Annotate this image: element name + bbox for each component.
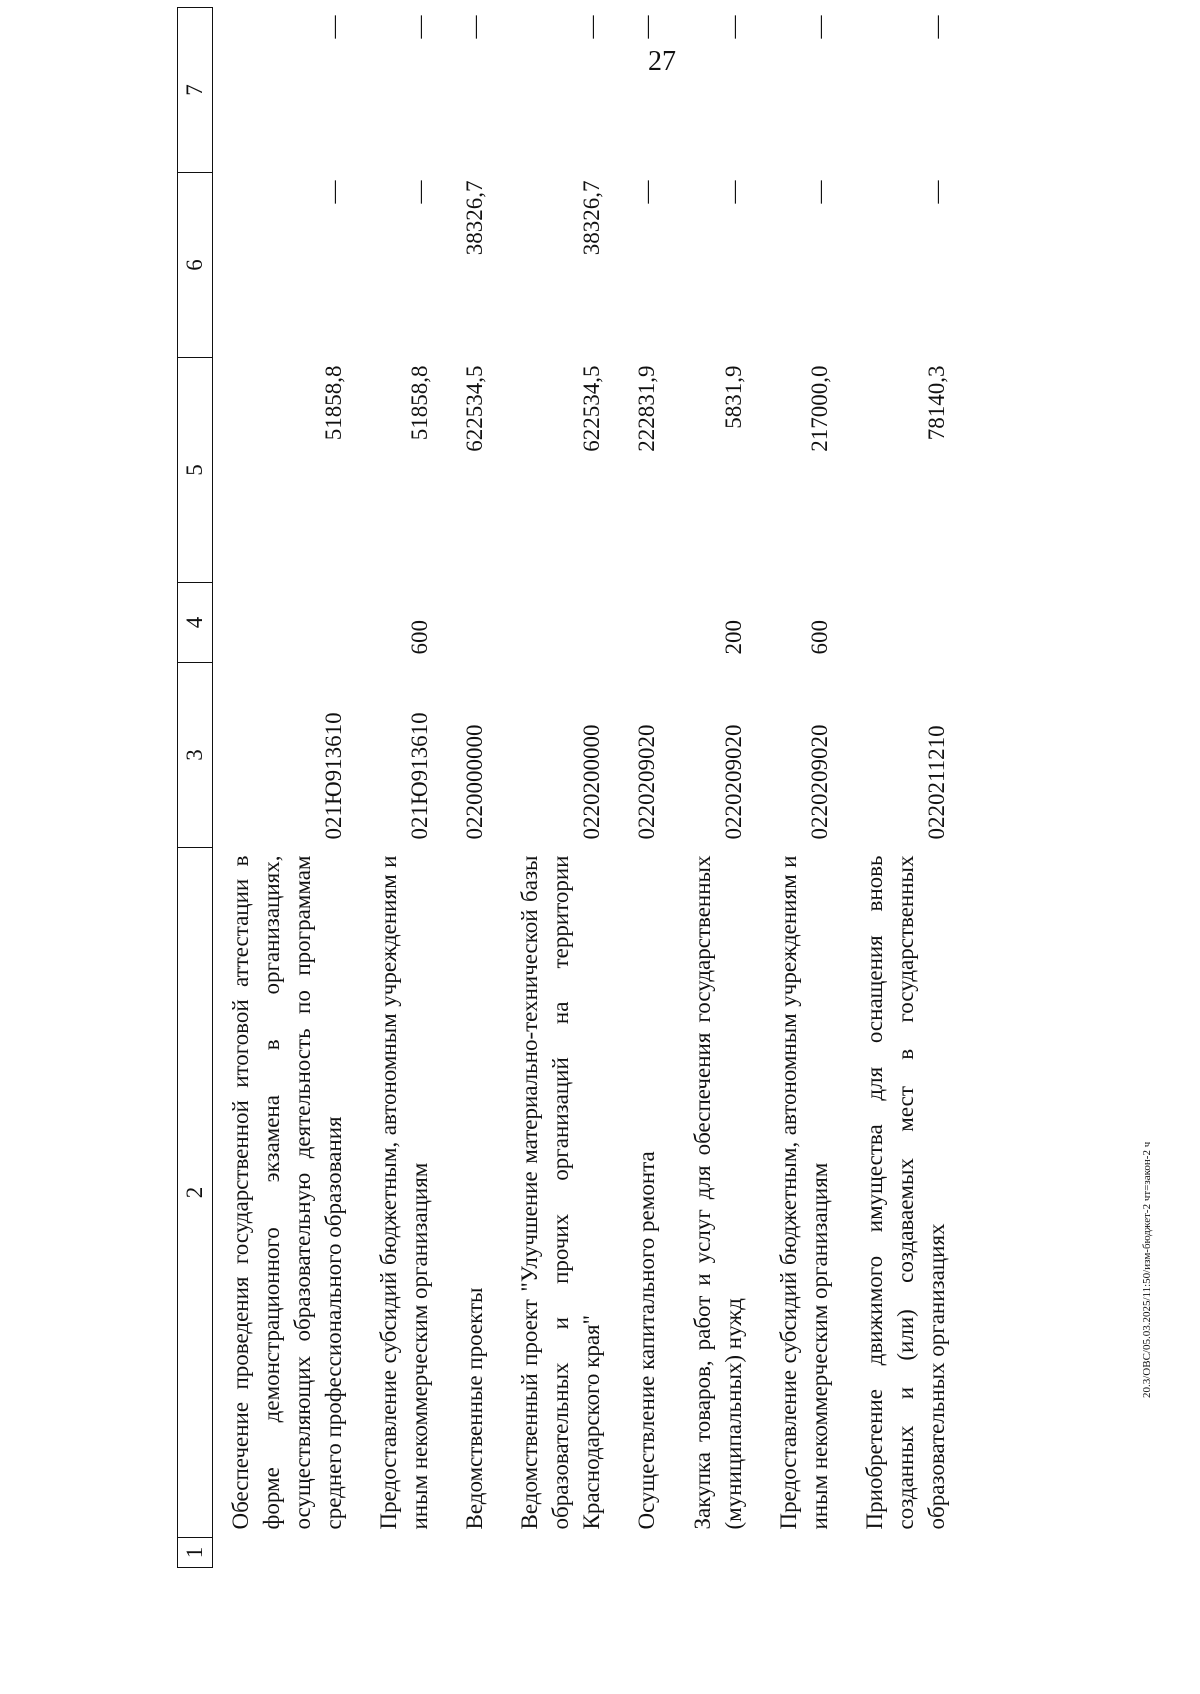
expense-name: Ведомственные проекты (462, 1287, 488, 1530)
row-number-cell (619, 1538, 674, 1568)
amount-column-6: 38326,7 (462, 180, 488, 256)
target-article-code: 0220209020 (634, 724, 660, 840)
amount-column-6: — (720, 180, 746, 204)
target-article-code: 021Ю913610 (407, 712, 433, 840)
target-article-code: 0220211210 (923, 725, 949, 840)
target-article-code: 0220200000 (579, 724, 605, 840)
expense-name: Приобретение движимого имущества для оснащения вновь созданных и (или) создаваемых мест в государственных образовательных организациях (861, 855, 949, 1530)
table-row (361, 8, 447, 1568)
amount-column-5: 5831,9 (720, 365, 746, 429)
expense-name: Ведомственный проект "Улучшение материально-технической базы образовательных и прочих организаций на территории Краснодарского края" (517, 855, 605, 1530)
amount-column-6: — (634, 180, 660, 204)
target-article-code: 0220000000 (462, 724, 488, 840)
expense-type-code: 600 (806, 620, 832, 655)
page-number: 27 (648, 46, 676, 77)
expense-type-code: 600 (407, 620, 433, 655)
header-col-1: 1 (178, 1538, 213, 1568)
amount-column-7: — (407, 15, 433, 39)
expense-name: Закупка товаров, работ и услуг для обеспечения государственных (муниципальных) нужд (689, 855, 746, 1530)
table-row (619, 8, 674, 1568)
expense-type-code (502, 583, 619, 663)
expense-type-code (847, 583, 964, 663)
row-number-cell (447, 1538, 502, 1568)
target-article-code: 0220209020 (720, 724, 746, 840)
expense-name: Осуществление капитального ремонта (634, 1151, 660, 1530)
header-col-4: 4 (178, 583, 213, 663)
amount-column-5: 51858,8 (321, 365, 347, 441)
header-col-2: 2 (178, 848, 213, 1538)
amount-column-5: 622534,5 (462, 365, 488, 452)
amount-column-7: — (720, 15, 746, 39)
table-row (761, 8, 847, 1568)
header-col-7: 7 (178, 8, 213, 173)
document-footer-stamp (1141, 98, 1155, 1398)
header-col-5: 5 (178, 358, 213, 583)
expense-type-code (619, 583, 674, 663)
budget-table (177, 7, 964, 1568)
amount-column-5: 217000,0 (806, 365, 832, 452)
amount-column-7: — (462, 15, 488, 39)
amount-column-7: — (806, 15, 832, 39)
row-number-cell (847, 1538, 964, 1568)
row-number-cell (502, 1538, 619, 1568)
amount-column-5: 222831,9 (634, 365, 660, 452)
row-number-cell (675, 1538, 761, 1568)
amount-column-7: — (634, 15, 660, 39)
expense-type-code (447, 583, 502, 663)
amount-column-5: 78140,3 (923, 365, 949, 441)
amount-column-6: — (321, 180, 347, 204)
row-number-cell (761, 1538, 847, 1568)
amount-column-6: 38326,7 (579, 180, 605, 256)
expense-name: Предоставление субсидий бюджетным, автономным учреждениям и иным некоммерческим организациям (376, 855, 433, 1530)
footer-stamp-text: 20.3/ОВС/05.03.2025/11:50/изм-бюджет-2 чт=закон-2 ч (1141, 1141, 1153, 1398)
table-row (675, 8, 761, 1568)
amount-column-6: — (806, 180, 832, 204)
amount-column-6: — (923, 180, 949, 204)
amount-column-6: — (407, 180, 433, 204)
amount-column-7: — (579, 15, 605, 39)
target-article-code: 0220209020 (806, 724, 832, 840)
target-article-code: 021Ю913610 (321, 712, 347, 840)
expense-name: Предоставление субсидий бюджетным, автономным учреждениям и иным некоммерческим организациям (775, 855, 832, 1530)
table-row (447, 8, 502, 1568)
amount-column-5: 622534,5 (579, 365, 605, 452)
row-number-cell (361, 1538, 447, 1568)
amount-column-5: 51858,8 (407, 365, 433, 441)
table-row (847, 8, 964, 1568)
table-row (213, 8, 362, 1568)
table-row (502, 8, 619, 1568)
expense-name: Обеспечение проведения государственной итоговой аттестации в форме демонстрационного экзамена в организациях, осуществляющих образовательную деятельность по программам среднего профессионального образования (228, 855, 347, 1530)
header-col-3: 3 (178, 663, 213, 848)
expense-type-code: 200 (720, 620, 746, 655)
table-header-row (178, 8, 213, 1568)
header-col-6: 6 (178, 173, 213, 358)
rotated-table-wrapper (177, 8, 1037, 1568)
amount-column-7: — (321, 15, 347, 39)
expense-type-code (213, 583, 362, 663)
amount-column-7: — (923, 15, 949, 39)
row-number-cell (213, 1538, 362, 1568)
